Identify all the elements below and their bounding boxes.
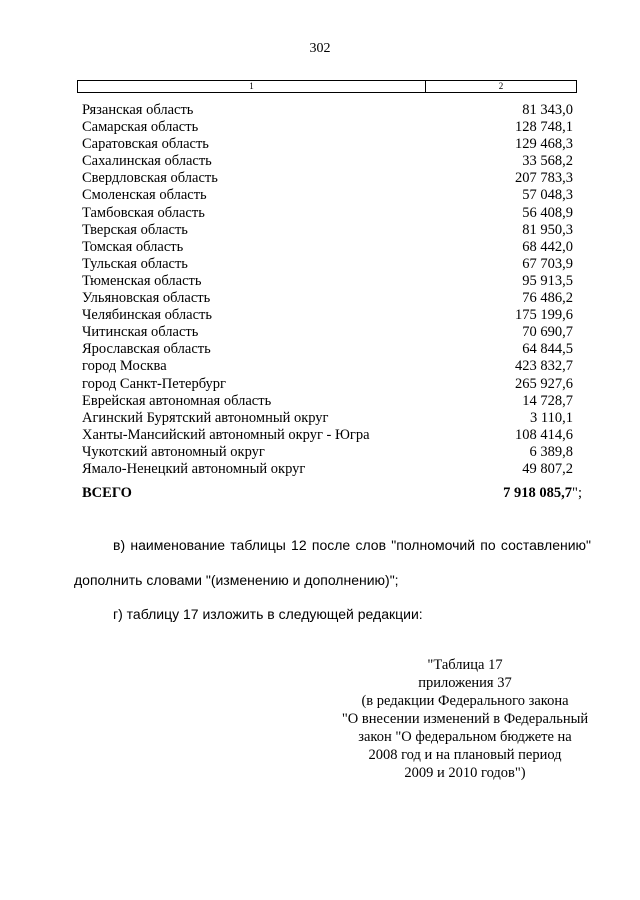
table-row	[82, 341, 576, 358]
region-name: Чукотский автономный округ	[82, 443, 265, 460]
table-row	[82, 256, 576, 273]
region-name: Ямало-Ненецкий автономный округ	[82, 460, 306, 477]
paragraph-v-continuation: дополнить словами "(изменению и дополнению)";	[74, 572, 399, 588]
table-row	[82, 119, 576, 136]
table-row	[82, 427, 576, 444]
table-row	[82, 222, 576, 239]
table-row	[82, 170, 576, 187]
region-value: 67 703,9	[522, 255, 573, 272]
table-row	[82, 273, 576, 290]
region-name: Тверская область	[82, 221, 188, 238]
region-value: 14 728,7	[522, 392, 573, 409]
region-value: 129 468,3	[515, 136, 573, 153]
region-name: Челябинская область	[82, 307, 212, 324]
region-value: 108 414,6	[515, 426, 573, 443]
region-value: 6 389,8	[529, 443, 573, 460]
total-label: ВСЕГО	[82, 485, 132, 501]
table-row	[82, 290, 576, 307]
region-value: 33 568,2	[522, 153, 573, 170]
region-value: 81 343,0	[522, 102, 573, 118]
table-row	[82, 153, 576, 170]
column-header-row	[77, 80, 577, 93]
region-name: Рязанская область	[82, 102, 194, 118]
region-name: город Санкт-Петербург	[82, 375, 227, 392]
region-name: Сахалинская область	[82, 153, 212, 170]
region-name: Читинская область	[82, 324, 199, 341]
region-value: 68 442,0	[522, 238, 573, 255]
table-row	[82, 461, 576, 478]
region-name: Ульяновская область	[82, 290, 211, 307]
column-header-1: 1	[78, 81, 426, 92]
region-name: Томская область	[82, 238, 184, 255]
column-header-2: 2	[498, 81, 504, 91]
region-name: Саратовская область	[82, 136, 209, 153]
region-value: 128 748,1	[515, 119, 573, 136]
region-name: Тамбовская область	[82, 204, 205, 221]
region-name: Агинский Бурятский автономный округ	[82, 409, 329, 426]
table-title-line: "Таблица 17	[427, 657, 503, 673]
total-value-group	[503, 484, 582, 502]
total-value: 7 918 085,7	[503, 485, 573, 501]
region-value: 49 807,2	[522, 460, 573, 477]
table-row	[82, 205, 576, 222]
table-row	[82, 239, 576, 256]
table-title-line: закон "О федеральном бюджете на	[358, 729, 572, 745]
page-number: 302	[309, 41, 331, 56]
table-title-line: 2008 год и на плановый период	[368, 747, 562, 763]
table-row	[82, 324, 576, 341]
table-row	[82, 444, 576, 461]
region-name: Тюменская область	[82, 272, 202, 289]
table-row	[82, 307, 576, 324]
region-value: 76 486,2	[522, 290, 573, 307]
table-row	[82, 358, 576, 375]
region-value: 70 690,7	[522, 324, 573, 341]
paragraph-v: в) наименование таблицы 12 после слов "полномочий по составлению"	[113, 537, 591, 553]
region-value: 207 783,3	[515, 170, 573, 187]
table-17-title-block	[336, 656, 594, 782]
table-title-line: приложения 37	[418, 675, 512, 691]
region-value: 3 110,1	[530, 409, 573, 426]
region-name: Смоленская область	[82, 187, 207, 204]
region-value: 265 927,6	[515, 375, 573, 392]
table-title-line: 2009 и 2010 годов")	[404, 765, 526, 781]
table-title-line: (в редакции Федерального закона	[361, 693, 569, 709]
region-name: Ханты-Мансийский автономный округ - Югра	[82, 426, 370, 443]
region-name: Тульская область	[82, 255, 188, 272]
region-name: Еврейская автономная область	[82, 392, 272, 409]
table-row	[82, 102, 576, 119]
region-value: 64 844,5	[522, 341, 573, 358]
region-value: 57 048,3	[522, 187, 573, 204]
region-table	[82, 102, 576, 478]
region-name: город Москва	[82, 358, 167, 375]
region-value: 95 913,5	[522, 272, 573, 289]
region-name: Свердловская область	[82, 170, 218, 187]
table-row	[82, 187, 576, 204]
total-row	[82, 484, 582, 502]
table-row	[82, 393, 576, 410]
region-value: 175 199,6	[515, 307, 573, 324]
table-row	[82, 410, 576, 427]
region-value: 56 408,9	[522, 204, 573, 221]
region-name: Ярославская область	[82, 341, 211, 358]
region-value: 423 832,7	[515, 358, 573, 375]
table-row	[82, 136, 576, 153]
region-name: Самарская область	[82, 119, 199, 136]
table-title-line: "О внесении изменений в Федеральный	[341, 711, 589, 727]
region-value: 81 950,3	[522, 221, 573, 238]
table-row	[82, 376, 576, 393]
paragraph-g: г) таблицу 17 изложить в следующей редакции:	[113, 606, 423, 622]
total-suffix: ";	[572, 485, 582, 501]
